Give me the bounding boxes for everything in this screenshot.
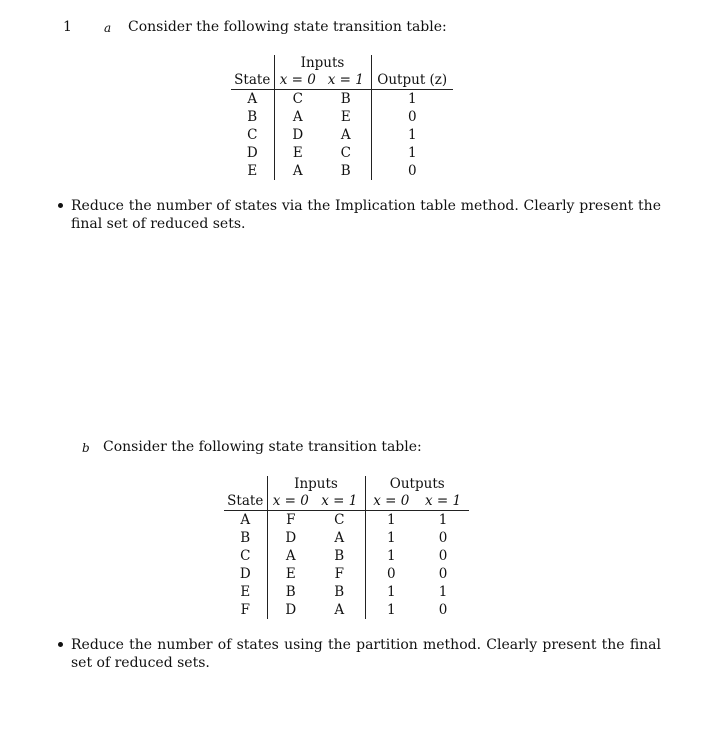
part-b-x0-header: x = 0 — [272, 493, 309, 509]
next-state-x1: C — [314, 511, 365, 530]
state-cell: D — [231, 144, 274, 162]
next-state-x0: E — [292, 145, 303, 161]
output-x1: 0 — [438, 602, 448, 618]
next-state-x0: F — [267, 511, 314, 530]
state-cell: C — [224, 547, 267, 565]
table-row — [231, 162, 453, 180]
output-x0: 1 — [386, 602, 396, 618]
state-cell: B — [231, 108, 274, 126]
next-state-x1: B — [321, 90, 371, 109]
table-row — [224, 529, 469, 547]
part-b-instruction: Reduce the number of states using the partition method. Clearly present the final set of reduced sets. — [71, 637, 661, 671]
output-cell: 1 — [407, 127, 417, 143]
next-state-x0: C — [274, 90, 321, 109]
state-cell: B — [224, 529, 267, 547]
part-a-inputs-header: Inputs — [274, 55, 371, 72]
part-b-output-x1-header: x = 1 — [424, 493, 462, 509]
part-a-intro: Consider the following state transition table: — [128, 19, 447, 35]
state-cell: E — [224, 583, 267, 601]
output-x0: 1 — [386, 548, 396, 564]
next-state-x0: A — [292, 109, 303, 125]
output-x0: 0 — [386, 566, 396, 582]
bullet-icon — [58, 203, 63, 208]
output-cell: 1 — [371, 90, 453, 109]
next-state-x1: B — [321, 162, 371, 180]
part-b-state-header: State — [224, 493, 267, 511]
next-state-x0: A — [285, 548, 296, 564]
part-a-instruction: Reduce the number of states via the Implication table method. Clearly present the final set of reduced sets. — [71, 198, 661, 232]
table-row — [224, 547, 469, 565]
output-cell: 1 — [407, 145, 417, 161]
next-state-x0: D — [285, 602, 297, 618]
part-a-output-header: Output (z) — [377, 72, 448, 88]
output-x1: 1 — [417, 511, 469, 530]
output-cell: 0 — [407, 109, 417, 125]
part-b-intro: Consider the following state transition table: — [103, 439, 422, 455]
next-state-x0: D — [292, 127, 304, 143]
state-cell: A — [231, 90, 274, 109]
bullet-icon — [58, 642, 63, 647]
next-state-x1: A — [321, 126, 371, 144]
next-state-x1: A — [314, 529, 365, 547]
table-row — [231, 144, 453, 162]
output-x0: 1 — [386, 584, 396, 600]
part-a-state-header: State — [231, 72, 274, 90]
table-row — [231, 126, 453, 144]
next-state-x0: D — [285, 530, 297, 546]
output-x1: 0 — [438, 530, 448, 546]
next-state-x1: F — [314, 565, 365, 583]
output-x1: 0 — [438, 566, 448, 582]
output-x0: 1 — [386, 530, 396, 546]
state-cell: D — [224, 565, 267, 583]
state-cell: E — [231, 162, 274, 180]
question-number: 1 — [63, 19, 72, 35]
output-cell: 0 — [407, 163, 417, 179]
part-b-inputs-header: Inputs — [267, 476, 365, 493]
output-x1: 1 — [438, 584, 448, 600]
part-a-x0-header: x = 0 — [279, 72, 316, 88]
table-row — [224, 511, 469, 530]
next-state-x1: E — [321, 108, 371, 126]
table-row — [231, 108, 453, 126]
part-b-state-table — [224, 476, 469, 619]
state-cell: F — [224, 601, 267, 619]
next-state-x1: C — [321, 144, 371, 162]
next-state-x0: B — [285, 584, 296, 600]
next-state-x1: B — [314, 547, 365, 565]
next-state-x0: A — [292, 163, 303, 179]
table-row — [224, 565, 469, 583]
part-b-x1-header: x = 1 — [314, 493, 365, 511]
part-a-label: a — [104, 21, 112, 35]
output-x1: 0 — [438, 548, 448, 564]
part-a-x1-header: x = 1 — [321, 72, 371, 90]
part-b-output-x0-header: x = 0 — [373, 493, 410, 509]
state-cell: C — [231, 126, 274, 144]
table-row — [224, 583, 469, 601]
table-row — [224, 601, 469, 619]
next-state-x1: B — [314, 583, 365, 601]
next-state-x1: A — [314, 601, 365, 619]
next-state-x0: E — [285, 566, 296, 582]
output-x0: 1 — [365, 511, 417, 530]
part-a-state-table — [231, 55, 453, 180]
state-cell: A — [224, 511, 267, 530]
part-b-outputs-header: Outputs — [389, 476, 445, 492]
part-b-label: b — [82, 441, 90, 455]
table-row — [231, 90, 453, 109]
